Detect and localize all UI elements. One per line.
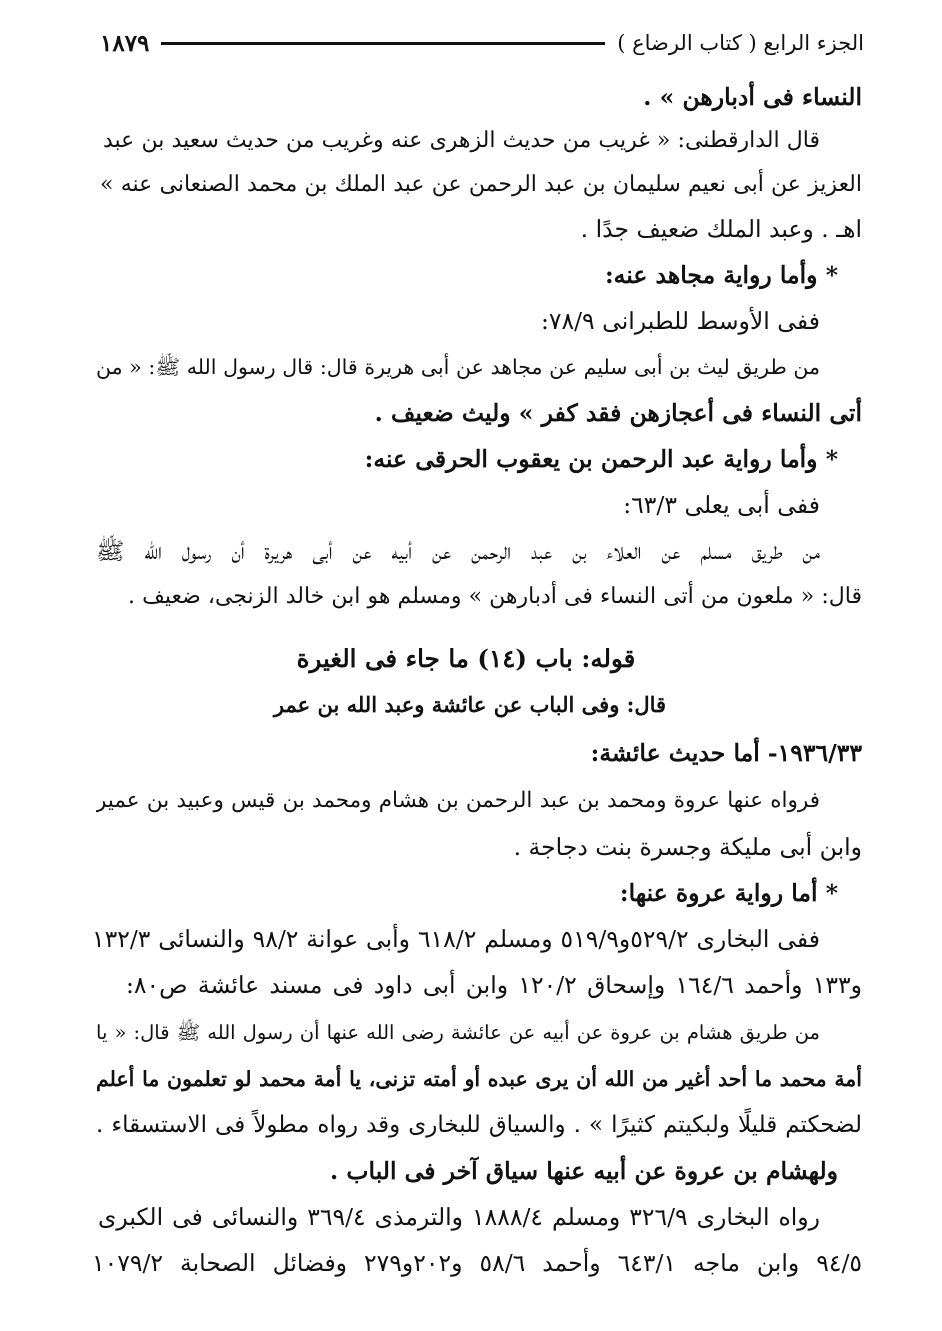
hadith-heading: ١٩٣٦/٣٣- أما حديث عائشة:	[590, 739, 862, 767]
text-line: وابن أبى مليكة وجسرة بنت دجاجة .	[513, 833, 862, 861]
chapter-subheading: قال: وفى الباب عن عائشة وعبد الله بن عمر	[273, 692, 667, 717]
source-line: ٩٤/٥ وابن ماجه ٦٤٣/١ وأحمد ٥٨/٦ و٢٠٢و٢٧٩ وفضائل الصحابة ١٠٧٩/٢	[92, 1249, 862, 1277]
text-line: قال: « ملعون من أتى النساء فى أدبارهن » ومسلم هو ابن خالد الزنجى، ضعيف .	[128, 584, 862, 609]
text-line: فرواه عنها عروة ومحمد بن عبد الرحمن بن هشام ومحمد بن قيس وعبيد بن عمير	[96, 788, 820, 813]
source-line: ففى أبى يعلى ٦٣/٣:	[623, 491, 820, 519]
source-line: ففى البخارى ٥٢٩/٢و٥١٩/٩ ومسلم ٦١٨/٢ وأبى عوانة ٩٨/٢ والنسائى ١٣٢/٣	[92, 925, 820, 953]
text-line: من طريق ليث بن أبى سليم عن مجاهد عن أبى هريرة قال: قال رسول الله ﷺ: « من	[96, 355, 820, 379]
text-line: اهـ . وعبد الملك ضعيف جدًا .	[580, 215, 862, 243]
page-number: ١٨٧٩	[100, 29, 150, 57]
source-line: ففى الأوسط للطبرانى ٧٨/٩:	[540, 307, 820, 335]
source-line: رواه البخارى ٣٢٦/٩ ومسلم ١٨٨٨/٤ والترمذى ٣٦٩/٤ والنسائى فى الكبرى	[98, 1203, 820, 1231]
text-line: من طريق مسلم عن العلاء بن عبد الرحمن عن أبيه عن أبى هريرة أن رسول الله ﷺ	[96, 537, 820, 565]
section-heading: * وأما رواية مجاهد عنه:	[604, 261, 838, 289]
text-line: العزيز عن أبى نعيم سليمان بن عبد الرحمن عن عبد الملك بن محمد الصنعانى عنه »	[100, 172, 862, 197]
section-heading: * وأما رواية عبد الرحمن بن يعقوب الحرقى عنه:	[364, 445, 838, 473]
header-rule	[161, 42, 605, 45]
chapter-heading: قوله: باب (١٤) ما جاء فى الغيرة	[296, 644, 636, 673]
section-heading: * أما رواية عروة عنها:	[619, 879, 838, 907]
source-line: و١٣٣ وأحمد ١٦٤/٦ وإسحاق ١٢٠/٢ وابن أبى داود فى مسند عائشة ص٨٠:	[126, 971, 862, 999]
text-line: قال الدارقطنى: « غريب من حديث الزهرى عنه وغريب من حديث سعيد بن عبد	[103, 128, 820, 153]
text-line: لضحكتم قليلًا ولبكيتم كثيرًا » . والسياق للبخارى وقد رواه مطولاً فى الاستسقاء .	[96, 1112, 862, 1138]
text-line: ولهشام بن عروة عن أبيه عنها سياق آخر فى الباب .	[330, 1157, 838, 1185]
text-line: النساء فى أدبارهن » .	[643, 83, 862, 111]
text-line: أتى النساء فى أعجازهن فقد كفر » وليث ضعيف .	[374, 399, 862, 427]
page-header	[100, 26, 864, 60]
text-line: من طريق هشام بن عروة عن أبيه عن عائشة رضى الله عنها أن رسول الله ﷺ قال: « يا	[96, 1021, 820, 1044]
text-line: أمة محمد ما أحد أغير من الله أن يرى عبده أو أمته تزنى، يا أمة محمد لو تعلمون ما أعلم	[96, 1067, 862, 1091]
running-title: الجزء الرابع ( كتاب الرضاع )	[617, 31, 864, 55]
